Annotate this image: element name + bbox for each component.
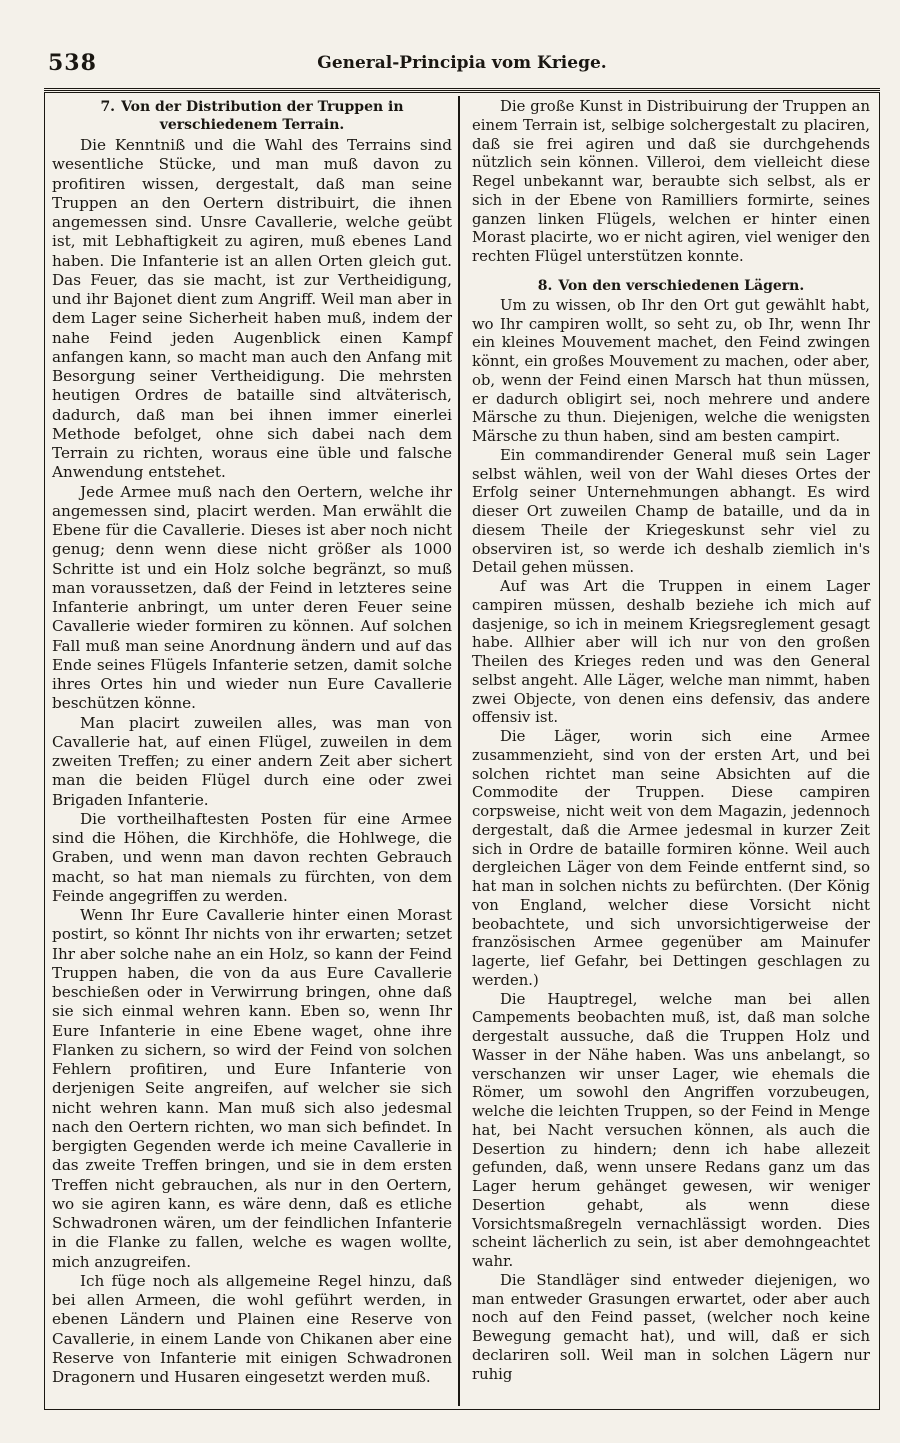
column-divider: [458, 96, 460, 1406]
paragraph: Die Hauptregel, welche man bei allen Campements beobachten muß, ist, daß man solche dergestalt aussuche, daß die Truppen Holz und Wasser in der Nähe haben. Was uns anbelangt, so verschanzen wir unser Lager, wie ehemals die Römer, um sowohl den Angriffen vorzubeugen, welche die leichten Truppen, so der Feind in Menge hat, bei Nacht versuchen können, als auch die Desertion zu hindern; denn ich habe allezeit gefunden, daß, wenn unsere Redans ganz um das Lager herum gehänget gewesen, wir weniger Desertion gehabt, als wenn diese Vorsichtsmaßregeln vernachlässigt worden. Dies scheint lächerlich zu sein, ist aber demohngeachtet wahr.: [472, 990, 870, 1270]
right-column: [472, 98, 870, 1384]
paragraph: Man placirt zuweilen alles, was man von Cavallerie hat, auf einen Flügel, zuweilen in dem zweiten Treffen; zu einer andern Zeit aber sichert man die beiden Flügel durch eine oder zwei Brigaden Infanterie.: [52, 713, 452, 809]
paragraph: Wenn Ihr Eure Cavallerie hinter einen Morast postirt, so könnt Ihr nichts von ihr erwarten; setzet Ihr aber solche nahe an ein Holz, so kann der Feind Truppen haben, die von da aus Eure Cavallerie beschießen oder in Verwirrung bringen, ohne daß sie sich einmal wehren kann. Eben so, wenn Ihr Eure Infanterie in eine Ebene waget, ohne ihre Flanken zu sichern, so wird der Feind von solchen Fehlern profitiren, und Eure Infanterie von derjenigen Seite angreifen, auf welcher sie sich nicht wehren kann. Man muß sich also jedesmal nach den Oertern richten, wo man sich befindet. In bergigten Gegenden werde ich meine Cavallerie in das zweite Treffen bringen, und sie in dem ersten Treffen nicht gebrauchen, als nur in den Oertern, wo sie agiren kann, es wäre denn, daß es etliche Schwadronen wären, um der feindlichen Infanterie in die Flanke zu fallen, welche es wagen wollte, mich anzugreifen.: [52, 906, 452, 1271]
section-number: 7.: [100, 99, 116, 115]
page-number: 538: [48, 50, 97, 76]
paragraph: Ein commandirender General muß sein Lager selbst wählen, weil von der Wahl dieses Ortes der Erfolg seiner Unternehmungen abhangt. Es wird dieser Ort zuweilen Champ de bataille, und da in diesem Theile der Kriegeskunst sehr viel zu observiren ist, so werde ich deshalb ziemlich in's Detail gehen müssen.: [472, 446, 870, 577]
paragraph: Um zu wissen, ob Ihr den Ort gut gewählt habt, wo Ihr campiren wollt, so seht zu, ob Ihr, wenn Ihr ein kleines Mouvement machet, den Feind zwingen könnt, ein großes Mouvement zu machen, oder aber, ob, wenn der Feind einen Marsch hat thun müssen, er dadurch obligirt sei, noch mehrere und andere Märsche zu thun. Diejenigen, welche die wenigsten Märsche zu thun haben, sind am besten campirt.: [472, 296, 870, 445]
paragraph: Die große Kunst in Distribuirung der Truppen an einem Terrain ist, selbige solchergestalt zu placiren, daß sie frei agiren und daß sie durchgehends nützlich sein können. Villeroi, dem vielleicht diese Regel unbekannt war, beraubte sich selbst, als er sich in der Ebene von Ramilliers formirte, seines ganzen linken Flügels, welchen er hinter einen Morast placirte, wo er nicht agiren, viel weniger den rechten Flügel unterstützen konnte.: [472, 98, 870, 265]
paragraph: Auf was Art die Truppen in einem Lager campiren müssen, deshalb beziehe ich mich auf dasjenige, so ich in meinem Kriegsreglement gesagt habe. Allhier aber will ich nur von den großen Theilen des Krieges reden und was den General selbst angeht. Alle Läger, welche man nimmt, haben zwei Objecte, von denen eins defensiv, das andere offensiv ist.: [472, 578, 870, 727]
spacer: [472, 267, 870, 277]
paragraph: Die Läger, worin sich eine Armee zusammenzieht, sind von der ersten Art, und bei solchen richtet man seine Absichten auf die Commodite der Truppen. Diese campiren corpsweise, nicht weit von dem Magazin, jedennoch dergestalt, daß die Armee jedesmal in kurzer Zeit sich in Ordre de bataille formiren könne. Weil auch dergleichen Läger von dem Feinde entfernt sind, so hat man in solchen nichts zu befürchten. (Der König von England, welcher diese Vorsicht nicht beobachtete, und sich unvorsichtigerweise der französischen Armee gegenüber am Mainufer lagerte, lief Gefahr, bei Dettingen geschlagen zu werden.): [472, 728, 870, 989]
book-page: [44, 40, 880, 1410]
section-heading: [472, 277, 870, 295]
section-heading: [52, 98, 452, 134]
section-title: Von den verschiedenen Lägern.: [558, 277, 805, 294]
paragraph: Ich füge noch als allgemeine Regel hinzu, daß bei allen Armeen, die wohl geführt werden, in ebenen Ländern und Plainen eine Reserve von Cavallerie, in einem Lande von Chikanen aber eine Reserve von Infanterie mit einigen Schwadronen Dragonern und Husaren eingesetzt werden muß.: [52, 1271, 452, 1386]
left-column: [52, 98, 452, 1387]
section-number: 8.: [537, 277, 553, 294]
paragraph: Die Kenntniß und die Wahl des Terrains sind wesentliche Stücke, und man muß davon zu profitiren wissen, dergestalt, daß man seine Truppen an den Oertern distribuirt, die ihnen angemessen sind. Unsre Cavallerie, welche geübt ist, mit Lebhaftigkeit zu agiren, muß ebenes Land haben. Die Infanterie ist an allen Orten gleich gut. Das Feuer, das sie macht, ist zur Vertheidigung, und ihr Bajonet dient zum Angriff. Weil man aber in dem Lager seine Sicherheit haben muß, indem der nahe Feind jeden Augenblick einen Kampf anfangen kann, so macht man auch den Anfang mit Besorgung seiner Vertheidigung. Die mehrsten heutigen Ordres de bataille sind altväterisch, dadurch, daß man bei ihnen immer einerlei Methode befolget, ohne sich dabei nach dem Terrain zu richten, woraus eine üble und falsche Anwendung entstehet.: [52, 136, 452, 482]
paragraph: Die vortheilhaftesten Posten für eine Armee sind die Höhen, die Kirchhöfe, die Hohlwege, die Graben, und wenn man davon rechten Gebrauch macht, so hat man niemals zu fürchten, von dem Feinde angegriffen zu werden.: [52, 809, 452, 905]
section-title: Von der Distribution der Truppen in verschiedenem Terrain.: [121, 99, 404, 133]
paragraph: Jede Armee muß nach den Oertern, welche ihr angemessen sind, placirt werden. Man erwählt die Ebene für die Cavallerie. Dieses ist aber noch nicht genug; denn wenn diese nicht größer als 1000 Schritte ist und ein Holz solche begränzt, so muß man voraussetzen, daß der Feind in letzteres seine Infanterie anbringt, um unter deren Feuer seine Cavallerie wieder formiren zu können. Auf solchen Fall muß man seine Anordnung ändern und auf das Ende seines Flügels Infanterie setzen, damit solche ihres Ortes hin und wieder nun Eure Cavallerie beschützen könne.: [52, 482, 452, 713]
page-header: [44, 40, 880, 91]
running-title: General-Principia vom Kriege.: [317, 53, 607, 73]
paragraph: Die Standläger sind entweder diejenigen, wo man entweder Grasungen erwartet, oder aber auch noch auf den Feind passet, (welcher noch keine Bewegung gemacht hat), und will, daß er sich declariren soll. Weil man in solchen Lägern nur ruhig: [472, 1271, 870, 1383]
